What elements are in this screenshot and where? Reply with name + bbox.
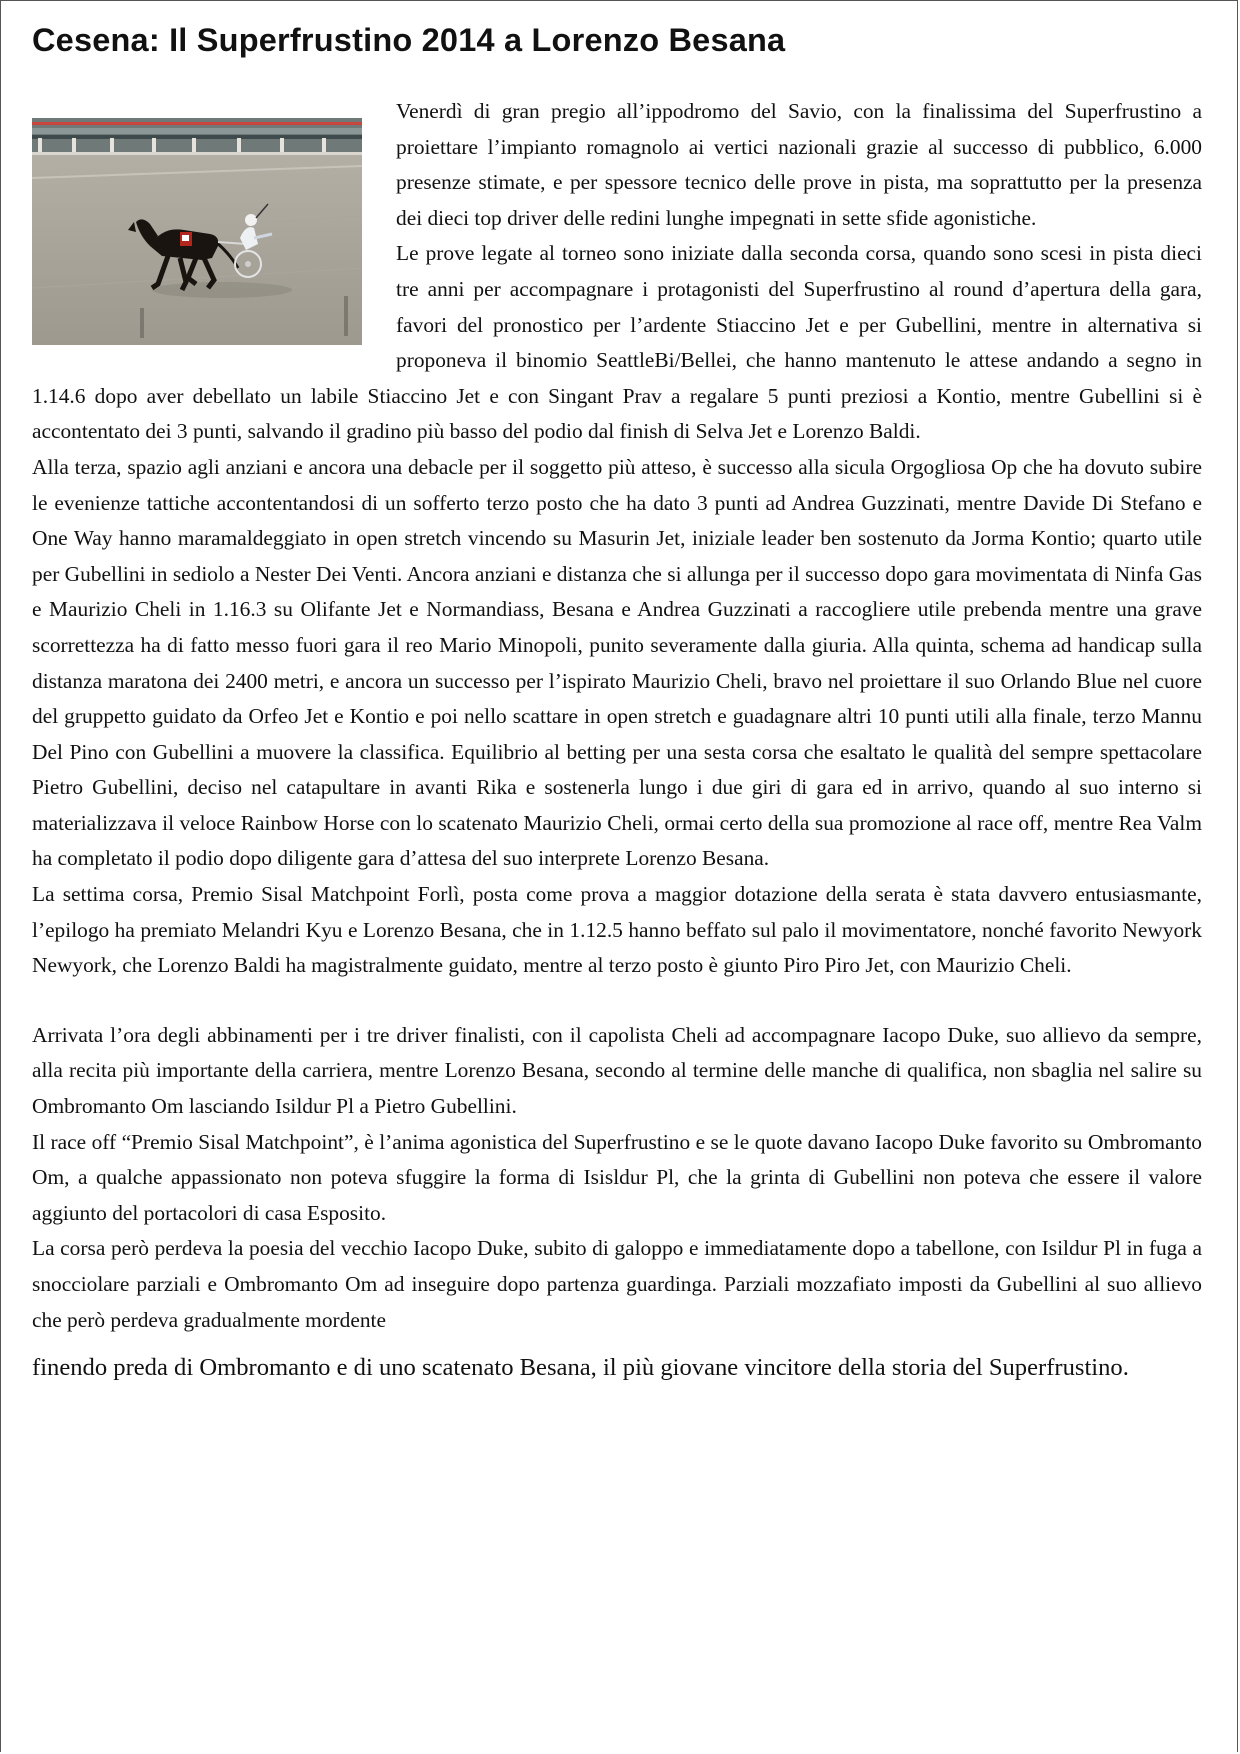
- article-paragraph: La corsa però perdeva la poesia del vecchio Iacopo Duke, subito di galoppo e immediatamente dopo a tabellone, con Isildur Pl in fuga a snocciolare parziali e Ombromanto Om ad inseguire dopo partenza guardinga. Parziali mozzafiato imposti da Gubellini al suo allievo che però perdeva gradualmente mordente: [32, 1236, 1202, 1332]
- article-title: Cesena: Il Superfrustino 2014 a Lorenzo Besana: [32, 22, 786, 58]
- article-body: [32, 94, 1202, 1389]
- article-paragraph: Il race off “Premio Sisal Matchpoint”, è l’anima agonistica del Superfrustino e se le quote davano Iacopo Duke favorito su Ombromanto Om, a qualche appassionato non poteva sfuggire la forma di Isisldur Pl, che la grinta di Gubellini non poteva che essere il valore aggiunto del portacolori di casa Esposito.: [32, 1129, 1202, 1225]
- article-paragraph: Le prove legate al torneo sono iniziate dalla seconda corsa, quando sono scesi in pista dieci tre anni per accompagnare i protagonisti del Superfrustino al round d’apertura della gara, favori del pronostico per l’ardente Stiaccino Jet e per Gubellini, mentre in alternativa si proponeva il binomio SeattleBi/Bellei, che hanno mantenuto le attese andando a segno in 1.14.6 dopo aver debellato un labile Stiaccino Jet e con Singant Prav a regalare 5 punti preziosi a Kontio, mentre Gubellini si è accontentato dei 3 punti, salvando il gradino più basso del podio dal finish di Selva Jet e Lorenzo Baldi.: [32, 241, 1202, 444]
- article-paragraph: Alla terza, spazio agli anziani e ancora una debacle per il soggetto più atteso, è successo alla sicula Orgogliosa Op che ha dovuto subire le evenienze tattiche accontentandosi di un sofferto terzo posto che ha dato 3 punti ad Andrea Guzzinati, mentre Davide Di Stefano e One Way hanno maramaldeggiato in open stretch vincendo su Masurin Jet, iniziale leader ben sostenuto da Jorma Kontio; quarto utile per Gubellini in sediolo a Nester Dei Venti. Ancora anziani e distanza che si allunga per il successo dopo gara movimentata di Ninfa Gas e Maurizio Cheli in 1.16.3 su Olifante Jet e Normandiass, Besana e Andrea Guzzinati a raccogliere utile prebenda mentre una grave scorrettezza ha di fatto messo fuori gara il reo Mario Minopoli, punito severamente dalla giuria. Alla quinta, schema ad handicap sulla distanza maratona dei 2400 metri, e ancora un successo per l’ispirato Maurizio Cheli, bravo nel proiettare il suo Orlando Blue nel cuore del gruppetto guidato da Orfeo Jet e Kontio e poi nello scattare in open stretch e guadagnare altri 10 punti utili alla finale, terzo Mannu Del Pino con Gubellini a muovere la classifica. Equilibrio al betting per una sesta corsa che esaltato le qualità del sempre spettacolare Pietro Gubellini, deciso nel catapultare in avanti Rika e sostenerla lungo i due giri di gara ed in arrivo, quando al suo interno si materializzava il veloce Rainbow Horse con lo scatenato Maurizio Cheli, ormai certo della sua promozione al race off, mentre Rea Valm ha completato il podio dopo diligente gara d’attesa del suo interprete Lorenzo Besana.: [32, 454, 1202, 871]
- page-border-right: [1237, 1, 1238, 1752]
- article-paragraph: Venerdì di gran pregio all’ippodromo del Savio, con la finalissima del Superfrustino a proiettare l’impianto romagnolo ai vertici nazionali grazie al successo di pubblico, 6.000 presenze stimate, e per spessore tecnico delle prove in pista, ma soprattutto per la presenza dei dieci top driver delle redini lunghe impegnati in sette sfide agonistiche.: [396, 99, 1202, 230]
- article-closing-paragraph: finendo preda di Ombromanto e di uno scatenato Besana, il più giovane vincitore della storia del Superfrustino.: [32, 1354, 1129, 1382]
- article-paragraph: La settima corsa, Premio Sisal Matchpoint Forlì, posta come prova a maggior dotazione della serata è stata davvero entusiasmante, l’epilogo ha premiato Melandri Kyu e Lorenzo Besana, che in 1.12.5 hanno beffato sul palo il movimentatore, nonché favorito Newyork Newyork, che Lorenzo Baldi ha magistralmente guidato, mentre al terzo posto è giunto Piro Piro Jet, con Maurizio Cheli.: [32, 882, 1202, 978]
- article-paragraph: Arrivata l’ora degli abbinamenti per i tre driver finalisti, con il capolista Cheli ad accompagnare Iacopo Duke, suo allievo da sempre, alla recita più importante della carriera, mentre Lorenzo Besana, secondo al termine delle manche di qualifica, non sbaglia nel salire su Ombromanto Om lasciando Isildur Pl a Pietro Gubellini.: [32, 1022, 1202, 1119]
- harness-racing-photo-icon: [32, 118, 362, 345]
- race-photo: [32, 118, 362, 345]
